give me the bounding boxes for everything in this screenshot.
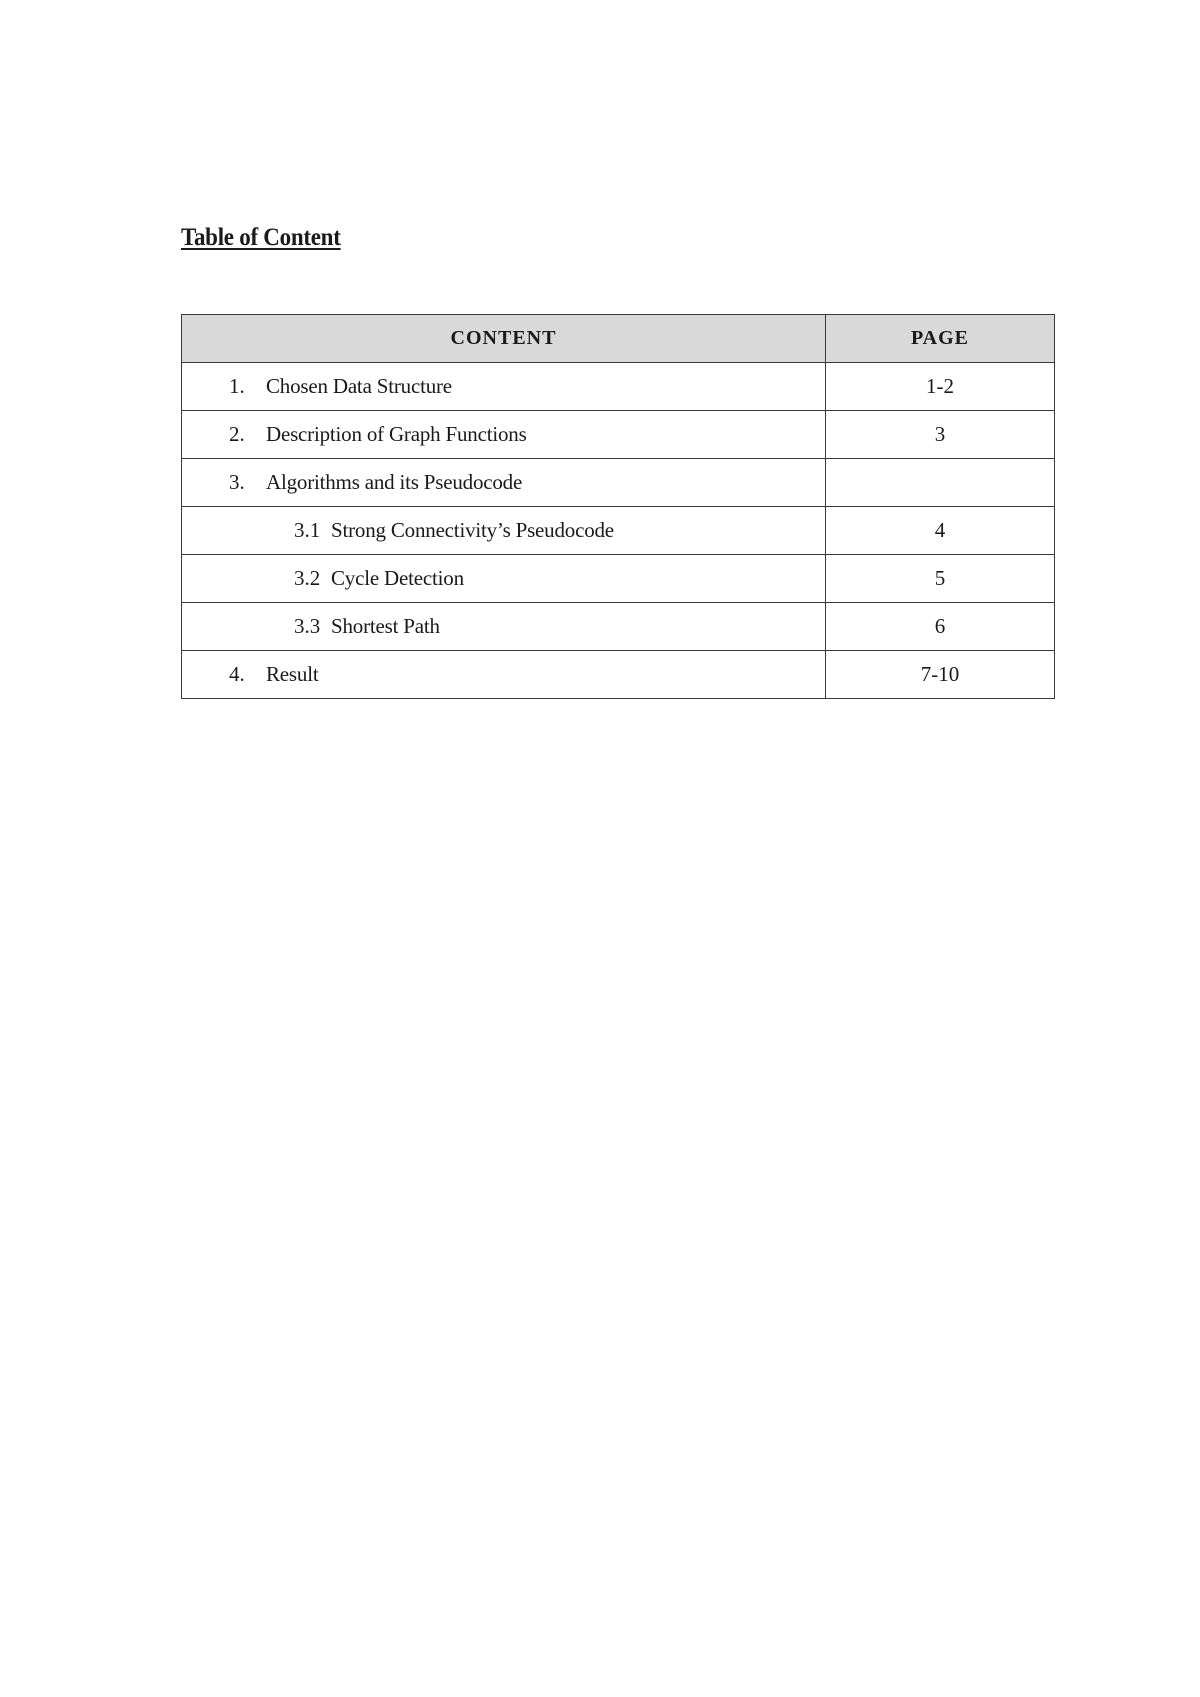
content-column-header: CONTENT [182,315,826,363]
toc-row [182,507,1055,555]
toc-page-cell: 3 [826,411,1055,459]
toc-page-cell: 4 [826,507,1055,555]
toc-row [182,555,1055,603]
toc-entry-number: 3.2 [294,566,321,590]
toc-entry-number: 2. [229,422,245,446]
toc-page-cell: 7-10 [826,651,1055,699]
toc-entry-cell [182,459,826,507]
toc-entry-number: 3.1 [294,518,321,542]
toc-entry-number: 4. [229,662,245,686]
toc-row [182,411,1055,459]
toc-entry-cell [182,555,826,603]
toc-entry-cell [182,603,826,651]
toc-entry-cell [182,651,826,699]
page-column-header: PAGE [826,315,1055,363]
toc-table [181,314,1055,699]
toc-row [182,651,1055,699]
toc-row [182,459,1055,507]
toc-header-row [182,315,1055,363]
toc-entry-label: Chosen Data Structure [266,374,452,398]
toc-entry-cell [182,411,826,459]
toc-entry-number: 3. [229,470,245,494]
toc-row [182,603,1055,651]
toc-entry-cell [182,363,826,411]
toc-entry-label: Cycle Detection [331,566,464,590]
toc-page-cell [826,459,1055,507]
toc-page-cell: 5 [826,555,1055,603]
toc-entry-label: Algorithms and its Pseudocode [266,470,523,494]
toc-entry-label: Result [266,662,319,686]
toc-page-cell: 1-2 [826,363,1055,411]
toc-entry-label: Strong Connectivity’s Pseudocode [331,518,614,542]
toc-page-cell: 6 [826,603,1055,651]
toc-entry-label: Shortest Path [331,614,440,638]
toc-entry-cell [182,507,826,555]
toc-entry-label: Description of Graph Functions [266,422,527,446]
toc-entry-number: 3.3 [294,614,321,638]
toc-entry-number: 1. [229,374,245,398]
page-title: Table of Content [181,224,341,251]
toc-row [182,363,1055,411]
